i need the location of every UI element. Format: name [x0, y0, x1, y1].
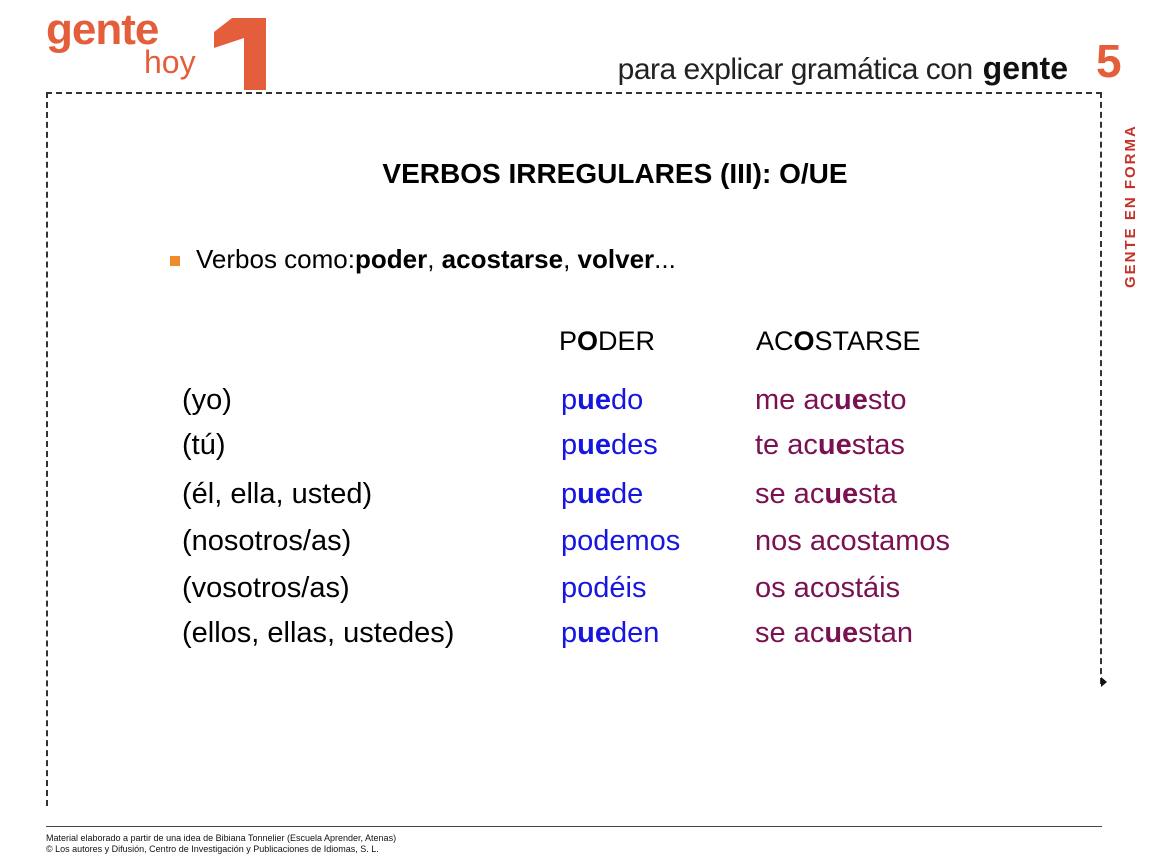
- column-header-poder: PODER: [559, 326, 656, 356]
- acostarse-form-nosotros: nos acostamos: [755, 525, 951, 557]
- frame-left-border: [46, 92, 48, 806]
- acostarse-form-el: se acuesta: [755, 478, 897, 510]
- footer-line-2: © Los autores y Difusión, Centro de Investigación y Publicaciones de Idiomas, S. L.: [46, 844, 379, 854]
- intro-prefix: Verbos como:: [196, 244, 355, 274]
- intro-verb-acostarse: acostarse: [441, 244, 564, 274]
- column-header-acostarse: ACOSTARSE: [756, 326, 921, 356]
- page-title: VERBOS IRREGULARES (III): O/UE: [382, 158, 848, 189]
- acostarse-form-ellos: se acuestan: [755, 617, 913, 649]
- intro-verb-poder: poder: [354, 244, 428, 274]
- pronoun-ellos: (ellos, ellas, ustedes): [182, 617, 455, 649]
- frame-arrow-icon: [1101, 677, 1107, 687]
- pronoun-el: (él, ella, usted): [182, 478, 373, 510]
- header-subtitle: para explicar gramática con: [617, 53, 973, 86]
- footer-divider: [46, 826, 1102, 827]
- header-brand: gente: [982, 50, 1068, 86]
- intro-bullet: [170, 244, 676, 275]
- pronoun-yo: (yo): [182, 384, 232, 416]
- pronoun-tu: (tú): [182, 429, 226, 461]
- poder-form-el: puede: [561, 478, 644, 510]
- header-tagline: [618, 50, 1068, 87]
- gente-hoy-logo: [46, 5, 276, 88]
- poder-form-tu: puedes: [561, 429, 658, 461]
- intro-sep-1: ,: [427, 244, 442, 274]
- footer-line-1: Material elaborado a partir de una idea de Bibiana Tonnelier (Escuela Aprender, Atenas): [46, 833, 397, 843]
- acostarse-form-vosotros: os acostáis: [755, 572, 901, 604]
- intro-verb-volver: volver: [577, 244, 655, 274]
- poder-form-ellos: pueden: [561, 617, 660, 649]
- bullet-square-icon: [170, 256, 180, 266]
- poder-form-nosotros: podemos: [561, 525, 681, 557]
- intro-sep-2: ,: [563, 244, 578, 274]
- side-section-label: GENTE EN FORMA: [1122, 124, 1139, 288]
- poder-form-vosotros: podéis: [561, 572, 647, 604]
- intro-suffix: ...: [654, 244, 676, 274]
- pronoun-vosotros: (vosotros/as): [182, 572, 350, 604]
- frame-top-border: [46, 92, 1102, 94]
- acostarse-form-yo: me acuesto: [755, 384, 907, 416]
- poder-form-yo: puedo: [561, 384, 644, 416]
- logo-number-one-icon: [208, 18, 270, 90]
- pronoun-nosotros: (nosotros/as): [182, 525, 352, 557]
- footer-credits: [46, 833, 396, 855]
- unit-number: 5: [1096, 35, 1122, 87]
- logo-word: gente: [46, 5, 159, 54]
- acostarse-form-tu: te acuestas: [755, 429, 905, 461]
- logo-sub: hoy: [144, 44, 196, 80]
